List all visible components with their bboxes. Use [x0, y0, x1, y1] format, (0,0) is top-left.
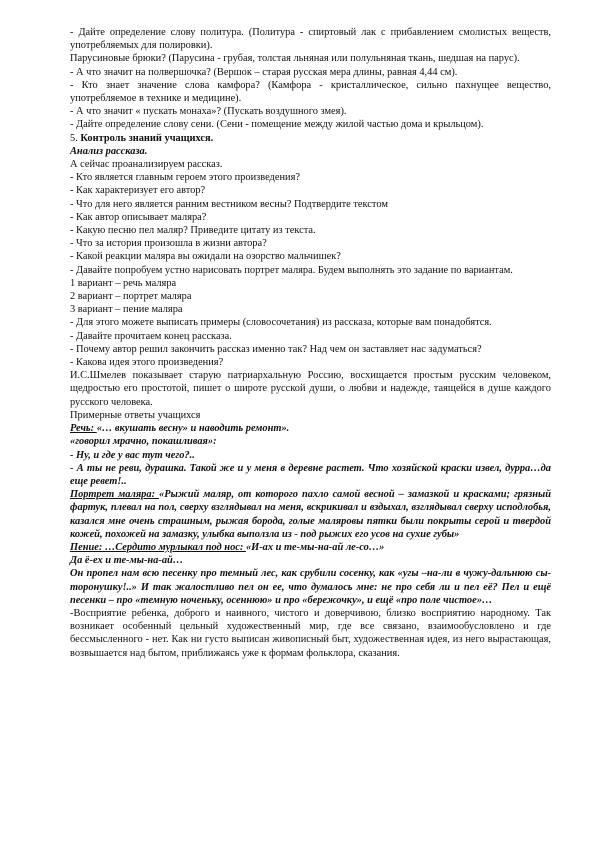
- speech-label: Речь:: [70, 423, 97, 435]
- answers-heading: Примерные ответы учащихся: [70, 409, 201, 421]
- variant-line: 2 вариант – портрет маляра: [70, 291, 192, 303]
- question-line: - Какова идея этого произведения?: [70, 357, 224, 369]
- question-line: - Кто является главным героем этого произведения?: [70, 172, 300, 184]
- question-line: - Давайте попробуем устно нарисовать портрет маляра. Будем выполнять это задание по вариантам.: [70, 264, 513, 276]
- conclusion-paragraph: -Восприятие ребенка, доброго и наивного, чистого и доверчивою, близко восприятию народному. Так возникает особенный цельный художественный мир, где все связано, взаимообусловлено и где бессмысленного - нет. Как ни густо выписан живописный быт, художественная идея, из него вырастающая, возвышается над бытом, приближаясь уже к формам фольклора, сказания.: [70, 607, 551, 659]
- question-line: - Для этого можете выписать примеры (словосочетания) из рассказа, которые вам понадобятся.: [70, 317, 492, 329]
- singing-text: «И-ах и те-мы-на-ай ле-со…»: [245, 541, 385, 553]
- question-line: - Почему автор решил закончить рассказ именно так? Над чем он заставляет нас задуматься?: [70, 343, 482, 355]
- intro-paragraph-6: - Дайте определение слову сени. (Сени - помещение между жилой частью дома и крыльцом).: [70, 119, 484, 131]
- section-number: 5.: [70, 132, 81, 144]
- intro-paragraph-5: - А что значит « пускать монаха»? (Пускать воздушного змея).: [70, 106, 347, 118]
- analysis-heading: Анализ рассказа.: [70, 145, 148, 157]
- question-line: - Как автор описывает маляра?: [70, 211, 207, 223]
- question-line: - Как характеризует его автор?: [70, 185, 206, 197]
- speech-line: «говорил мрачно, покашливая»:: [70, 436, 217, 448]
- singing-label: Пение: …Сердито мурлыкал под нос:: [70, 541, 246, 553]
- question-line: - Какую песню пел маляр? Приведите цитату из текста.: [70, 225, 316, 237]
- question-line: - Что за история произошла в жизни автора?: [70, 238, 267, 250]
- speech-answer: [70, 422, 551, 435]
- intro-paragraph-4: - Кто знает значение слова камфора? (Камфора - кристаллическое, сильно пахнущее вещество, употребляемое в технике и медицине).: [70, 79, 551, 105]
- singing-line: Он пропел нам всю песенку про темный лес, как срубили сосенку, как «угы –на-ли в чужу-дальнюю сы-торонушку!..» И так жалостливо пел он ее, что думалось мне: не про себя ли и пел её? Пел и ещё песенки – про «темную ноченьку, осеннюю» и про «бережочку», и ещё «про поле чистое»…: [70, 568, 551, 606]
- speech-line: - Ну, и где у вас тут чего?..: [70, 449, 195, 461]
- speech-text: «… вкушать весну» и наводить ремонт».: [96, 423, 290, 435]
- section-title: Контроль знаний учащихся.: [80, 132, 214, 144]
- intro-paragraph-1: - Дайте определение слову политура. (Политура - спиртовый лак с прибавлением смолистых веществ, употребляемых для полировки).: [70, 27, 551, 52]
- intro-paragraph-2: Парусиновые брюки? (Парусина - грубая, толстая льняная или полульняная ткань, шедшая на парус).: [70, 53, 520, 65]
- question-line: - Давайте прочитаем конец рассказа.: [70, 330, 232, 342]
- question-line: - Что для него является ранним вестником весны? Подтвердите текстом: [70, 198, 388, 210]
- variant-line: 1 вариант – речь маляра: [70, 277, 177, 289]
- summary-paragraph: И.С.Шмелев показывает старую патриархальную Россию, восхищается простым русским человеком, щедростью его простотой, пишет о широте русской души, о любви и надежде, таящейся в душе каждого русского человека.: [70, 370, 551, 408]
- portrait-answer: [70, 488, 551, 541]
- portrait-label: Портрет маляра:: [70, 489, 160, 501]
- question-line: - Какой реакции маляра вы ожидали на озорство мальчишек?: [70, 251, 341, 263]
- question-line: А сейчас проанализируем рассказ.: [70, 159, 223, 171]
- speech-line: - А ты не реви, дурашка. Такой же и у меня в деревне растет. Что хозяйской краски извел, дурра…да еще ревет!..: [70, 462, 551, 487]
- singing-line: Да ё-ех и те-мы-на-ай…: [70, 555, 184, 567]
- section-heading: [70, 132, 551, 145]
- intro-paragraph-3: - А что значит на полвершочка? (Вершок – старая русская мера длины, равная 4,44 см).: [70, 66, 458, 78]
- portrait-text: «Рыжий маляр, от которого пахло самой весной – замазкой и красками; грязный фартук, плевал на пол, сверху взглядывал на меня, вскрикивал и вздыхал, взглядывал сверху исподлобья, казался мне очень страшным, рыжая борода, голые маляровы пятки были покрыты серой и твердой кожей, похожей на замазку, улыбка выползла из - под рыжих его усов на сухие губы»: [70, 489, 552, 540]
- singing-answer: [70, 541, 551, 554]
- variant-line: 3 вариант – пение маляра: [70, 304, 183, 316]
